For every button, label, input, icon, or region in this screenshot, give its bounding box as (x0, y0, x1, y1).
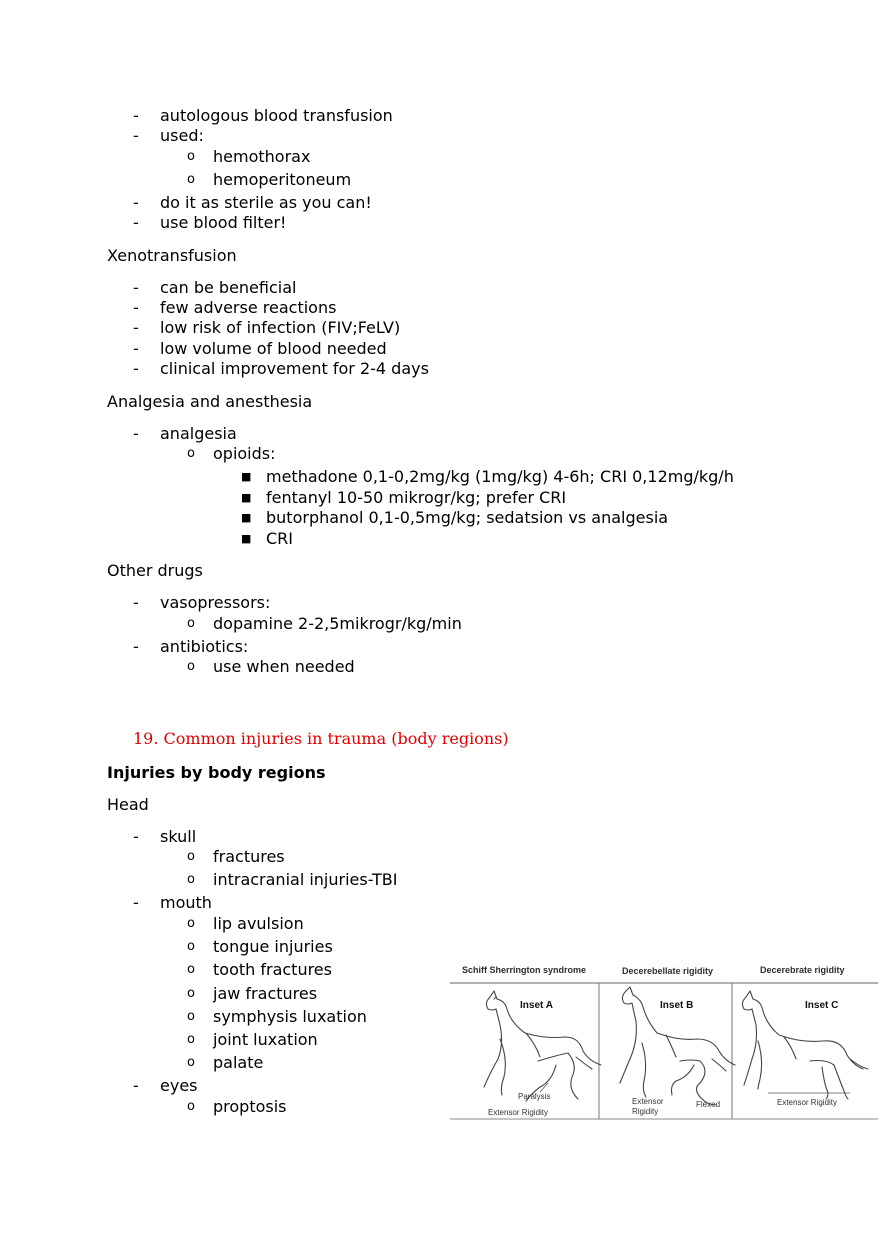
list-item: o joint luxation (187, 1030, 318, 1049)
list-item: o tooth fractures (187, 960, 332, 979)
list-item: o proptosis (187, 1097, 287, 1116)
list-item: - few adverse reactions (133, 298, 337, 317)
list-item: - vasopressors: (133, 593, 271, 612)
xenotransfusion-heading: Xenotransfusion (107, 246, 237, 265)
list-item: o symphysis luxation (187, 1007, 367, 1026)
figure-annotation: Paralysis (518, 1092, 551, 1101)
list-item: o hemothorax (187, 147, 311, 166)
posture-figure (450, 961, 878, 1121)
list-item: o dopamine 2-2,5mikrogr/kg/min (187, 614, 462, 633)
list-item: - antibiotics: (133, 637, 249, 656)
inset-label: Inset B (660, 1000, 694, 1011)
list-item: - analgesia (133, 424, 237, 443)
list-item: - can be beneficial (133, 278, 297, 297)
figure-annotation: Flexed (696, 1100, 721, 1109)
other-drugs-heading: Other drugs (107, 561, 203, 580)
list-item: ■ fentanyl 10-50 mikrogr/kg; prefer CRI (241, 488, 567, 507)
list-item: ■ CRI (241, 529, 294, 548)
list-item: o fractures (187, 847, 285, 866)
figure-annotation: Extensor Rigidity (488, 1108, 549, 1117)
posture-figure-svg (450, 961, 878, 1121)
list-item: - low risk of infection (FIV;FeLV) (133, 318, 401, 337)
list-item: ■ methadone 0,1-0,2mg/kg (1mg/kg) 4-6h; CRI 0,12mg/kg/h (241, 467, 734, 486)
figure-annotation: Extensor (632, 1097, 664, 1106)
list-item: o hemoperitoneum (187, 170, 352, 189)
list-item: - use blood filter! (133, 213, 287, 232)
list-item: - clinical improvement for 2-4 days (133, 359, 429, 378)
list-item: - used: (133, 126, 204, 145)
list-item: - eyes (133, 1076, 198, 1095)
figure-col-title: Decerebellate rigidity (622, 966, 714, 976)
list-item: - do it as sterile as you can! (133, 193, 372, 212)
list-item: o tongue injuries (187, 937, 333, 956)
list-item: o palate (187, 1053, 264, 1072)
list-item: o opioids: (187, 444, 276, 463)
inset-label: Inset A (520, 1000, 553, 1011)
inset-label: Inset C (805, 1000, 839, 1011)
head-heading: Head (107, 795, 149, 814)
figure-annotation: Rigidity (632, 1107, 659, 1116)
list-item: - low volume of blood needed (133, 339, 387, 358)
figure-annotation: Extensor Rigidity (777, 1098, 838, 1107)
list-item: o intracranial injuries-TBI (187, 870, 398, 889)
section-subtitle: Injuries by body regions (107, 763, 326, 782)
list-item: - autologous blood transfusion (133, 106, 393, 125)
list-item: o lip avulsion (187, 914, 304, 933)
list-item: o jaw fractures (187, 984, 318, 1003)
list-item: o use when needed (187, 657, 355, 676)
list-item: - skull (133, 827, 197, 846)
figure-col-title: Decerebrate rigidity (760, 965, 845, 975)
list-item: ■ butorphanol 0,1-0,5mg/kg; sedatsion vs analgesia (241, 508, 669, 527)
section-heading: 19. Common injuries in trauma (body regions) (133, 729, 509, 748)
list-item: - mouth (133, 893, 212, 912)
figure-col-title: Schiff Sherrington syndrome (462, 965, 587, 975)
analgesia-heading: Analgesia and anesthesia (107, 392, 313, 411)
